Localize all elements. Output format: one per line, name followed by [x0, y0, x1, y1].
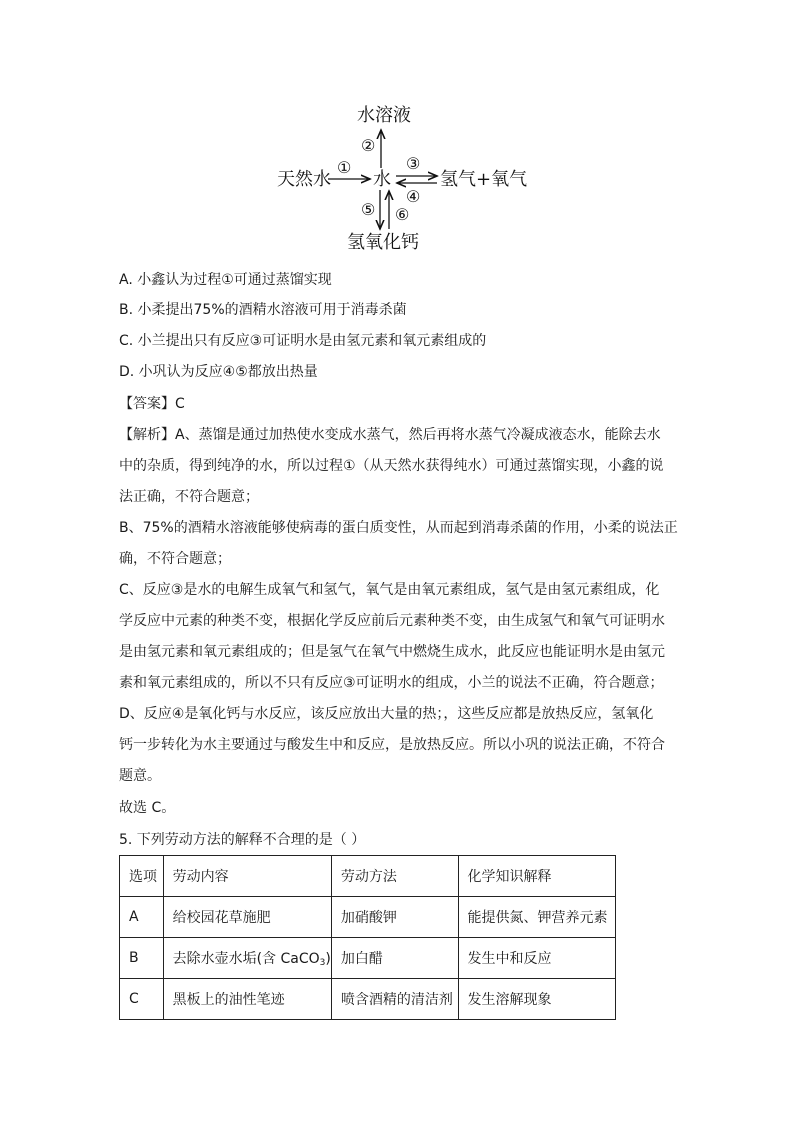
header-option: 选项 — [120, 856, 164, 897]
option-a: A. 小鑫认为过程①可通过蒸馏实现 — [119, 272, 332, 288]
analysis-b — [119, 513, 678, 575]
analysis-d — [119, 699, 665, 792]
cell-explanation: 发生溶解现象 — [458, 979, 615, 1020]
table-header-row — [120, 856, 616, 897]
cell-method: 加白醋 — [331, 938, 458, 979]
analysis-c — [119, 575, 665, 699]
analysis-d-line: D、反应④是氧化钙与水反应，该反应放出大量的热；，这些反应都是放热反应，氢氧化 — [119, 706, 654, 722]
analysis-b-line: B、75%的酒精水溶液能够使病毒的蛋白质变性，从而起到消毒杀菌的作用，小柔的说法正 — [119, 520, 678, 536]
table-row — [120, 979, 616, 1020]
node-calcium-hydroxide: 氢氧化钙 — [347, 232, 419, 253]
cell-content — [163, 938, 331, 979]
analysis-c-line: C、反应③是水的电解生成氧气和氢气，氧气是由氧元素组成，氢气是由氢元素组成，化 — [119, 582, 660, 598]
analysis-a-line: 【解析】A、蒸馏是通过加热使水变成水蒸气，然后再将水蒸气冷凝成液态水，能除去水 — [119, 427, 661, 443]
question-5-stem: 5. 下列劳动方法的解释不合理的是（ ） — [119, 832, 366, 848]
reaction-diagram — [0, 0, 794, 265]
analysis-a-line: 中的杂质，得到纯净的水，所以过程①（从天然水获得纯水）可通过蒸馏实现，小鑫的说 — [119, 458, 664, 474]
diagram-arrows — [0, 0, 794, 265]
cell-explanation: 发生中和反应 — [458, 938, 615, 979]
table-row — [120, 938, 616, 979]
analysis-c-line: 是由氢元素和氧元素组成的；但是氢气在氧气中燃烧生成水，此反应也能证明水是由氢元 — [119, 644, 665, 660]
step-1-label: ① — [337, 158, 352, 177]
cell-content: 黑板上的油性笔迹 — [163, 979, 331, 1020]
option-b: B. 小柔提出75%的酒精水溶液可用于消毒杀菌 — [119, 302, 407, 318]
node-natural-water: 天然水 — [277, 169, 331, 190]
answer: 【答案】C — [119, 396, 185, 412]
step-4-label: ④ — [406, 187, 421, 206]
option-d: D. 小巩认为反应④⑤都放出热量 — [119, 364, 318, 380]
table-row — [120, 897, 616, 938]
analysis-a — [119, 420, 664, 513]
cell-method: 加硝酸钾 — [331, 897, 458, 938]
step-5-label: ⑤ — [361, 200, 376, 219]
node-hydrogen-oxygen: 氢气+氧气 — [440, 169, 528, 190]
question-5-table — [119, 855, 616, 1020]
cell-content-close: ) — [325, 951, 331, 967]
analysis-b-line: 确，不符合题意； — [119, 551, 231, 567]
cell-method: 喷含酒精的清洁剂 — [331, 979, 458, 1020]
cell-explanation: 能提供氮、钾营养元素 — [458, 897, 615, 938]
analysis-a-line: 法正确，不符合题意； — [119, 489, 259, 505]
header-labor-content: 劳动内容 — [163, 856, 331, 897]
header-labor-method: 劳动方法 — [331, 856, 458, 897]
cell-content-text: 去除水壶水垢(含 CaCO — [172, 951, 320, 967]
analysis-d-line: 钙一步转化为水主要通过与酸发生中和反应，是放热反应。所以小巩的说法正确，不符合 — [119, 737, 665, 753]
cell-option: A — [120, 897, 164, 938]
cell-option: C — [120, 979, 164, 1020]
step-2-label: ② — [361, 136, 376, 155]
cell-content: 给校园花草施肥 — [163, 897, 331, 938]
analysis-c-line: 素和氧元素组成的，所以不只有反应③可证明水的组成，小兰的说法不正确，符合题意； — [119, 675, 664, 691]
analysis-c-line: 学反应中元素的种类不变，根据化学反应前后元素种类不变，由生成氢气和氧气可证明水 — [119, 613, 665, 629]
option-c: C. 小兰提出只有反应③可证明水是由氢元素和氧元素组成的 — [119, 333, 487, 349]
step-3-label: ③ — [406, 154, 421, 173]
cell-option: B — [120, 938, 164, 979]
step-6-label: ⑥ — [395, 205, 410, 224]
analysis-d-line: 题意。 — [119, 768, 161, 784]
node-aqueous-solution: 水溶液 — [357, 105, 411, 126]
subscript-3: 3 — [319, 958, 326, 968]
node-water: 水 — [373, 169, 391, 190]
header-chem-explanation: 化学知识解释 — [458, 856, 615, 897]
conclusion: 故选 C。 — [119, 800, 176, 816]
